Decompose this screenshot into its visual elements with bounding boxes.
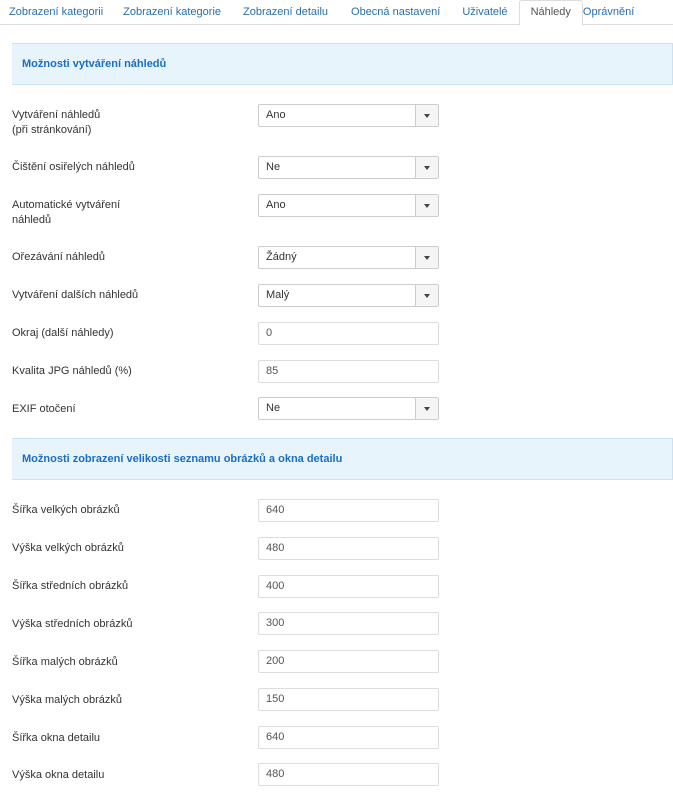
small-image-width-input[interactable]: 200 — [258, 650, 439, 673]
section-header-image-sizes: Možnosti zobrazení velikosti seznamu obrázků a okna detailu — [12, 438, 673, 480]
tab-users[interactable]: Uživatelé — [462, 6, 508, 18]
section-header-thumbnail-creation: Možnosti vytváření náhledů — [12, 43, 673, 85]
select-toggle[interactable] — [415, 398, 438, 419]
field-label: Výška okna detailu — [12, 769, 105, 781]
field-label: Výška středních obrázků — [12, 618, 133, 630]
select-value: Žádný — [266, 251, 297, 263]
small-image-height-input[interactable]: 150 — [258, 688, 439, 711]
field-label: Kvalita JPG náhledů (%) — [12, 365, 132, 377]
field-label: Šířka okna detailu — [12, 732, 101, 744]
field-label: Šířka středních obrázků — [12, 580, 129, 592]
tab-thumbnails[interactable]: Náhledy — [519, 0, 583, 26]
automatic-thumbnail-select[interactable] — [258, 194, 439, 217]
select-toggle[interactable] — [415, 195, 438, 216]
select-toggle[interactable] — [415, 105, 438, 126]
additional-thumbnail-select[interactable] — [258, 284, 439, 307]
orphan-thumbnail-cleanup-select[interactable] — [258, 156, 439, 179]
select-toggle[interactable] — [415, 247, 438, 268]
detail-window-width-input[interactable]: 640 — [258, 726, 439, 749]
field-label: Šířka malých obrázků — [12, 656, 118, 668]
tab-general-settings[interactable]: Obecná nastavení — [351, 6, 441, 18]
tab-permissions[interactable]: Oprávnění — [582, 6, 635, 18]
select-value: Malý — [266, 289, 290, 301]
tab-category-list-view[interactable]: Zobrazení kategorii — [9, 6, 104, 18]
chevron-down-icon — [424, 294, 430, 298]
medium-image-height-input[interactable]: 300 — [258, 612, 439, 635]
field-label: Ořezávání náhledů — [12, 251, 105, 263]
select-value: Ano — [266, 109, 286, 121]
exif-rotation-select[interactable] — [258, 397, 439, 420]
medium-image-width-input[interactable]: 400 — [258, 575, 439, 598]
thumbnail-margin-input[interactable]: 0 — [258, 322, 439, 345]
chevron-down-icon — [424, 114, 430, 118]
large-image-width-input[interactable]: 640 — [258, 499, 439, 522]
select-value: Ne — [266, 402, 281, 414]
chevron-down-icon — [424, 407, 430, 411]
tab-category-view[interactable]: Zobrazení kategorie — [123, 6, 222, 18]
select-value: Ano — [266, 199, 286, 211]
chevron-down-icon — [424, 204, 430, 208]
field-label: Vytváření náhledů (při stránkování) — [12, 109, 101, 136]
field-label: Šířka velkých obrázků — [12, 504, 120, 516]
tab-bar — [0, 0, 673, 25]
tab-detail-view[interactable]: Zobrazení detailu — [243, 6, 329, 18]
field-label: Výška velkých obrázků — [12, 542, 124, 554]
field-label: Automatické vytváření náhledů — [12, 199, 121, 226]
select-toggle[interactable] — [415, 157, 438, 178]
thumbnail-crop-select[interactable] — [258, 246, 439, 269]
field-label: Čištění osiřelých náhledů — [12, 161, 135, 173]
jpg-quality-input[interactable]: 85 — [258, 360, 439, 383]
thumbnail-pagination-select[interactable] — [258, 104, 439, 127]
field-label: Vytváření dalších náhledů — [12, 289, 139, 301]
field-label: Okraj (další náhledy) — [12, 327, 114, 339]
select-toggle[interactable] — [415, 285, 438, 306]
detail-window-height-input[interactable]: 480 — [258, 763, 439, 786]
chevron-down-icon — [424, 166, 430, 170]
chevron-down-icon — [424, 256, 430, 260]
select-value: Ne — [266, 161, 281, 173]
field-label: EXIF otočení — [12, 403, 76, 415]
large-image-height-input[interactable]: 480 — [258, 537, 439, 560]
field-label: Výška malých obrázků — [12, 694, 123, 706]
